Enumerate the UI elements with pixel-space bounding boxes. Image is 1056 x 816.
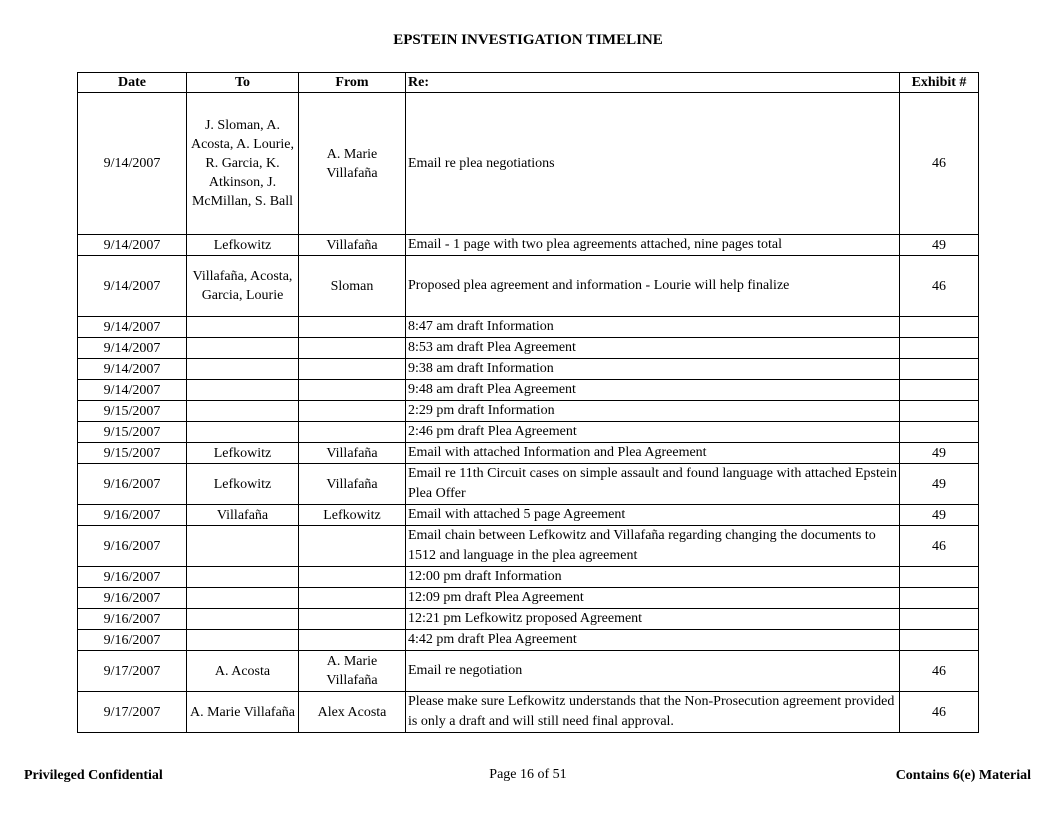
- cell-exhibit: [900, 401, 979, 422]
- cell-date: 9/14/2007: [78, 235, 187, 256]
- cell-re: 9:38 am draft Information: [406, 359, 900, 380]
- cell-to: [187, 317, 299, 338]
- cell-to: [187, 609, 299, 630]
- table-row: [78, 401, 979, 422]
- cell-exhibit: [900, 359, 979, 380]
- table-header-row: [78, 73, 979, 93]
- cell-from: [299, 630, 406, 651]
- cell-date: 9/16/2007: [78, 609, 187, 630]
- cell-re: Email with attached Information and Plea Agreement: [406, 443, 900, 464]
- cell-exhibit: [900, 317, 979, 338]
- table-row: [78, 422, 979, 443]
- table-row: [78, 526, 979, 567]
- table-row: [78, 588, 979, 609]
- footer-privileged: Privileged Confidential: [24, 768, 163, 783]
- cell-exhibit: 46: [900, 526, 979, 567]
- cell-re: 2:29 pm draft Information: [406, 401, 900, 422]
- cell-date: 9/16/2007: [78, 588, 187, 609]
- cell-date: 9/15/2007: [78, 401, 187, 422]
- cell-to: [187, 526, 299, 567]
- table-row: [78, 317, 979, 338]
- cell-date: 9/15/2007: [78, 422, 187, 443]
- cell-re: Please make sure Lefkowitz understands that the Non-Prosecution agreement provided is only a draft and will still need final approval.: [406, 692, 900, 733]
- cell-from: Villafaña: [299, 443, 406, 464]
- table-row: [78, 505, 979, 526]
- cell-re: Email re negotiation: [406, 651, 900, 692]
- cell-from: A. Marie Villafaña: [299, 651, 406, 692]
- cell-to: Villafaña, Acosta, Garcia, Lourie: [187, 256, 299, 317]
- cell-exhibit: 46: [900, 93, 979, 235]
- cell-date: 9/16/2007: [78, 526, 187, 567]
- table-row: [78, 567, 979, 588]
- cell-to: A. Acosta: [187, 651, 299, 692]
- footer-material-notice: Contains 6(e) Material: [895, 768, 1031, 783]
- cell-date: 9/17/2007: [78, 651, 187, 692]
- cell-re: 4:42 pm draft Plea Agreement: [406, 630, 900, 651]
- table-row: [78, 651, 979, 692]
- cell-date: 9/15/2007: [78, 443, 187, 464]
- cell-date: 9/16/2007: [78, 464, 187, 505]
- cell-from: [299, 380, 406, 401]
- cell-from: Sloman: [299, 256, 406, 317]
- cell-to: [187, 380, 299, 401]
- table-row: [78, 443, 979, 464]
- cell-re: Email with attached 5 page Agreement: [406, 505, 900, 526]
- cell-date: 9/14/2007: [78, 359, 187, 380]
- cell-re: 2:46 pm draft Plea Agreement: [406, 422, 900, 443]
- cell-to: [187, 338, 299, 359]
- cell-from: [299, 317, 406, 338]
- cell-from: [299, 422, 406, 443]
- table-row: [78, 359, 979, 380]
- cell-exhibit: 49: [900, 443, 979, 464]
- cell-re: 9:48 am draft Plea Agreement: [406, 380, 900, 401]
- cell-date: 9/14/2007: [78, 380, 187, 401]
- table-row: [78, 256, 979, 317]
- timeline-table: [77, 72, 979, 733]
- cell-to: A. Marie Villafaña: [187, 692, 299, 733]
- cell-date: 9/14/2007: [78, 338, 187, 359]
- cell-from: Alex Acosta: [299, 692, 406, 733]
- table-row: [78, 235, 979, 256]
- cell-to: [187, 401, 299, 422]
- cell-exhibit: 46: [900, 651, 979, 692]
- table-row: [78, 380, 979, 401]
- cell-to: [187, 359, 299, 380]
- cell-date: 9/17/2007: [78, 692, 187, 733]
- cell-to: [187, 630, 299, 651]
- column-header-exhibit: Exhibit #: [900, 73, 979, 93]
- cell-exhibit: [900, 380, 979, 401]
- cell-exhibit: 46: [900, 692, 979, 733]
- page-title: EPSTEIN INVESTIGATION TIMELINE: [393, 32, 663, 48]
- table-row: [78, 692, 979, 733]
- column-header-re: Re:: [406, 73, 900, 93]
- cell-exhibit: [900, 422, 979, 443]
- cell-re: 8:53 am draft Plea Agreement: [406, 338, 900, 359]
- cell-from: Villafaña: [299, 464, 406, 505]
- cell-to: Lefkowitz: [187, 443, 299, 464]
- cell-exhibit: 46: [900, 256, 979, 317]
- cell-from: [299, 609, 406, 630]
- cell-from: [299, 526, 406, 567]
- table-row: [78, 630, 979, 651]
- column-header-date: Date: [78, 73, 187, 93]
- cell-re: 12:21 pm Lefkowitz proposed Agreement: [406, 609, 900, 630]
- cell-to: J. Sloman, A. Acosta, A. Lourie, R. Garcia, K. Atkinson, J. McMillan, S. Ball: [187, 93, 299, 235]
- cell-date: 9/16/2007: [78, 630, 187, 651]
- cell-exhibit: [900, 338, 979, 359]
- cell-re: Email re plea negotiations: [406, 93, 900, 235]
- cell-date: 9/16/2007: [78, 505, 187, 526]
- cell-re: 12:09 pm draft Plea Agreement: [406, 588, 900, 609]
- cell-from: [299, 338, 406, 359]
- cell-re: 8:47 am draft Information: [406, 317, 900, 338]
- cell-from: [299, 359, 406, 380]
- cell-to: Lefkowitz: [187, 464, 299, 505]
- cell-exhibit: [900, 630, 979, 651]
- cell-to: Villafaña: [187, 505, 299, 526]
- column-header-from: From: [299, 73, 406, 93]
- cell-re: 12:00 pm draft Information: [406, 567, 900, 588]
- cell-re: Proposed plea agreement and information - Lourie will help finalize: [406, 256, 900, 317]
- cell-to: [187, 588, 299, 609]
- cell-exhibit: [900, 567, 979, 588]
- cell-to: [187, 422, 299, 443]
- cell-from: [299, 588, 406, 609]
- cell-re: Email re 11th Circuit cases on simple assault and found language with attached Epstein Plea Offer: [406, 464, 900, 505]
- cell-date: 9/14/2007: [78, 256, 187, 317]
- cell-exhibit: 49: [900, 464, 979, 505]
- table-row: [78, 464, 979, 505]
- cell-date: 9/14/2007: [78, 93, 187, 235]
- cell-from: Lefkowitz: [299, 505, 406, 526]
- cell-re: Email chain between Lefkowitz and Villafaña regarding changing the documents to 1512 and language in the plea agreement: [406, 526, 900, 567]
- cell-exhibit: 49: [900, 505, 979, 526]
- cell-exhibit: 49: [900, 235, 979, 256]
- cell-to: [187, 567, 299, 588]
- cell-exhibit: [900, 588, 979, 609]
- column-header-to: To: [187, 73, 299, 93]
- cell-re: Email - 1 page with two plea agreements attached, nine pages total: [406, 235, 900, 256]
- table-row: [78, 93, 979, 235]
- cell-exhibit: [900, 609, 979, 630]
- table-row: [78, 609, 979, 630]
- cell-from: [299, 567, 406, 588]
- table-row: [78, 338, 979, 359]
- cell-date: 9/14/2007: [78, 317, 187, 338]
- cell-to: Lefkowitz: [187, 235, 299, 256]
- cell-from: A. Marie Villafaña: [299, 93, 406, 235]
- cell-date: 9/16/2007: [78, 567, 187, 588]
- footer-page-number: Page 16 of 51: [489, 767, 567, 782]
- cell-from: [299, 401, 406, 422]
- cell-from: Villafaña: [299, 235, 406, 256]
